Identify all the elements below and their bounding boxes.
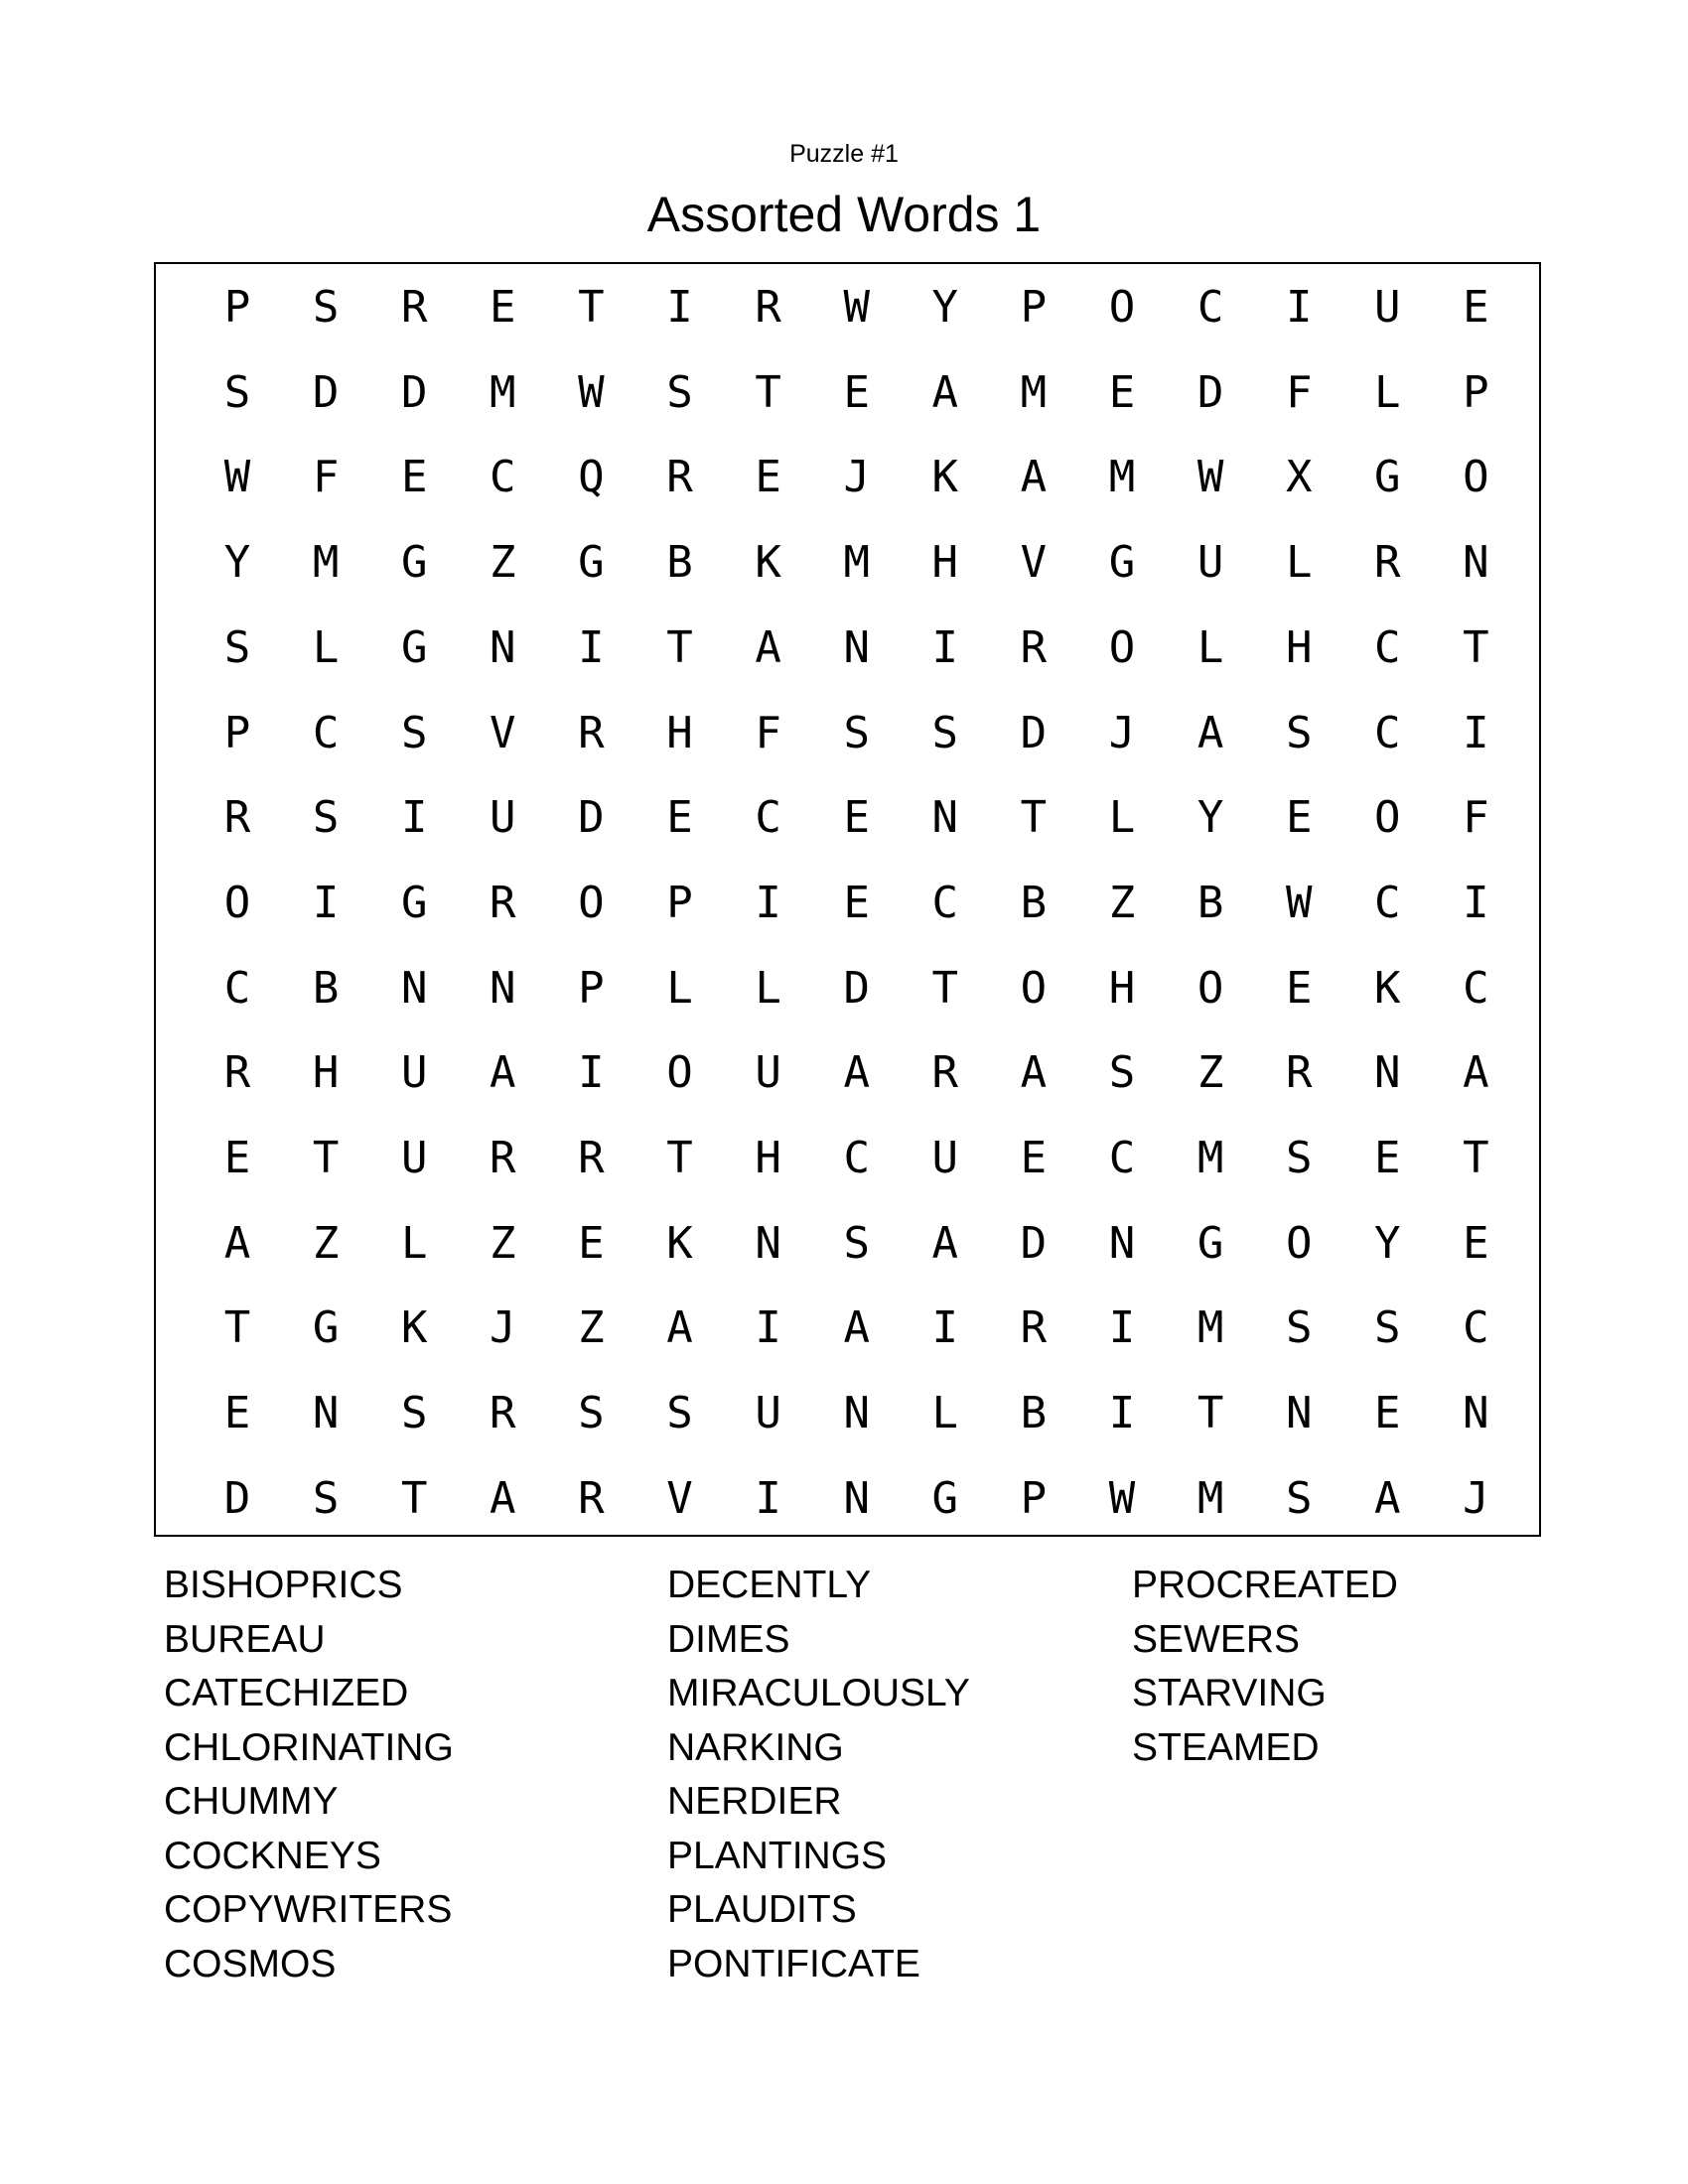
grid-letter: S	[843, 707, 870, 758]
grid-letter: P	[666, 877, 693, 928]
grid-letter: B	[1020, 877, 1048, 928]
grid-letter: D	[843, 962, 870, 1014]
grid-letter: G	[578, 537, 605, 589]
grid-letter: N	[490, 621, 516, 673]
grid-letter: D	[312, 366, 340, 418]
grid-letter: R	[400, 282, 428, 333]
grid-letter: N	[1285, 1388, 1313, 1439]
grid-letter: E	[1463, 282, 1489, 333]
grid-letter: T	[1463, 1133, 1489, 1183]
word-list-item: PLANTINGS	[667, 1834, 888, 1877]
grid-letter: U	[400, 1047, 428, 1099]
grid-letter: E	[223, 1388, 251, 1439]
grid-letter: R	[666, 452, 693, 503]
letter-grid	[154, 262, 1541, 1537]
grid-letter: G	[1108, 537, 1136, 589]
grid-letter: K	[400, 1302, 428, 1354]
grid-letter: W	[1196, 452, 1224, 503]
grid-letter: E	[666, 792, 693, 844]
puzzle-title: Assorted Words 1	[646, 187, 1042, 242]
grid-letter: G	[312, 1302, 340, 1354]
grid-letter: I	[931, 621, 959, 673]
grid-letter: C	[1374, 877, 1401, 928]
word-list-item: PROCREATED	[1132, 1564, 1398, 1606]
grid-letter: S	[1285, 707, 1313, 758]
grid-letter: M	[1020, 366, 1048, 418]
grid-letter: E	[843, 792, 870, 844]
grid-letter: E	[1374, 1133, 1401, 1183]
grid-letter: C	[931, 877, 959, 928]
grid-letter: H	[1108, 962, 1136, 1014]
grid-letter: N	[1463, 1388, 1489, 1439]
grid-letter: R	[578, 1472, 605, 1524]
grid-letter: H	[1285, 621, 1313, 673]
grid-letter: E	[843, 877, 870, 928]
grid-letter: A	[223, 1217, 251, 1269]
grid-letter: D	[223, 1472, 251, 1524]
grid-letter: E	[1463, 1217, 1489, 1269]
grid-letter: F	[1285, 366, 1313, 418]
word-list-item: DIMES	[667, 1617, 790, 1661]
grid-letter: S	[843, 1217, 870, 1269]
grid-letter: E	[1020, 1133, 1048, 1183]
grid-letter: U	[1374, 282, 1401, 333]
grid-letter: O	[1108, 621, 1136, 673]
grid-letter: I	[578, 621, 605, 673]
grid-letter: U	[400, 1133, 428, 1183]
grid-letter: Y	[223, 537, 251, 589]
grid-letter: L	[666, 962, 693, 1014]
grid-letter: W	[578, 366, 605, 418]
grid-letter: I	[755, 1472, 781, 1524]
grid-letter: L	[312, 621, 340, 673]
grid-letter: E	[400, 452, 428, 503]
grid-letter: U	[931, 1133, 959, 1183]
grid-letter: N	[755, 1217, 781, 1269]
grid-letter: E	[1108, 366, 1136, 418]
grid-letter: F	[312, 452, 340, 503]
grid-letter: K	[931, 452, 959, 503]
grid-letter: U	[755, 1388, 781, 1439]
grid-letter: S	[1285, 1302, 1313, 1354]
grid-letter: E	[223, 1133, 251, 1183]
word-list-item: CHUMMY	[164, 1780, 339, 1823]
grid-letter: D	[1020, 1217, 1048, 1269]
grid-letter: A	[1020, 452, 1048, 503]
grid-letter: E	[1285, 792, 1313, 844]
grid-letter: Z	[490, 537, 516, 589]
grid-letter: U	[490, 792, 516, 844]
grid-letter: N	[1108, 1217, 1136, 1269]
grid-letter: B	[1196, 877, 1224, 928]
grid-letter: N	[843, 621, 870, 673]
grid-letter: R	[490, 1133, 516, 1183]
grid-letter: C	[1374, 707, 1401, 758]
grid-letter: E	[843, 366, 870, 418]
grid-letter: T	[666, 1133, 693, 1183]
grid-letter: M	[1196, 1302, 1224, 1354]
grid-letter: Z	[312, 1217, 340, 1269]
grid-letter: W	[1108, 1472, 1136, 1524]
grid-letter: N	[931, 792, 959, 844]
grid-letter: A	[1196, 707, 1224, 758]
grid-letter: T	[578, 282, 605, 333]
grid-letter: K	[1374, 962, 1401, 1014]
grid-letter: J	[1108, 707, 1136, 758]
grid-letter: M	[490, 366, 516, 418]
grid-letter: D	[1020, 707, 1048, 758]
grid-letter: N	[312, 1388, 340, 1439]
grid-letter: G	[400, 537, 428, 589]
grid-letter: W	[223, 452, 251, 503]
grid-letter: E	[755, 452, 781, 503]
grid-letter: A	[755, 621, 781, 673]
grid-letter: A	[1020, 1047, 1048, 1099]
grid-letter: R	[223, 1047, 251, 1099]
grid-letter: S	[931, 707, 959, 758]
grid-letter: F	[1463, 792, 1489, 844]
word-list-item: COPYWRITERS	[164, 1888, 453, 1931]
word-list-item: SEWERS	[1132, 1617, 1301, 1661]
word-list-item: MIRACULOUSLY	[667, 1672, 970, 1714]
word-list-item: BISHOPRICS	[164, 1564, 403, 1606]
grid-letter: A	[931, 366, 959, 418]
grid-letter: G	[1196, 1217, 1224, 1269]
grid-letter: G	[400, 621, 428, 673]
grid-letter: T	[312, 1133, 340, 1183]
grid-letter: J	[843, 452, 870, 503]
grid-letter: I	[400, 792, 428, 844]
grid-letter: R	[490, 1388, 516, 1439]
word-list-item: NARKING	[667, 1725, 844, 1769]
grid-letter: A	[843, 1302, 870, 1354]
grid-letter: V	[666, 1472, 693, 1524]
grid-letter: Y	[1374, 1217, 1401, 1269]
grid-letter: M	[843, 537, 870, 589]
grid-letter: O	[1374, 792, 1401, 844]
word-list-item: COSMOS	[164, 1942, 337, 1985]
word-list-item: DECENTLY	[667, 1564, 872, 1606]
grid-letter: L	[1108, 792, 1136, 844]
grid-letter: R	[1020, 621, 1048, 673]
grid-letter: C	[843, 1133, 870, 1183]
grid-letter: I	[578, 1047, 605, 1099]
grid-letter: S	[1108, 1047, 1136, 1099]
word-list-item: STEAMED	[1132, 1725, 1320, 1769]
grid-letter: V	[490, 707, 516, 758]
word-list-item: COCKNEYS	[164, 1834, 381, 1877]
grid-letter: J	[490, 1302, 516, 1354]
grid-letter: C	[1463, 1302, 1489, 1354]
grid-letter: V	[1020, 537, 1048, 589]
grid-letter: E	[1285, 962, 1313, 1014]
grid-letter: Z	[1108, 877, 1136, 928]
grid-letter: I	[1108, 1388, 1136, 1439]
grid-letter: C	[1108, 1133, 1136, 1183]
grid-letter: N	[400, 962, 428, 1014]
grid-letter: N	[1374, 1047, 1401, 1099]
grid-letter: L	[755, 962, 781, 1014]
grid-letter: C	[312, 707, 340, 758]
grid-letter: E	[578, 1217, 605, 1269]
grid-letter: T	[931, 962, 959, 1014]
grid-letter: O	[578, 877, 605, 928]
grid-letter: E	[490, 282, 516, 333]
grid-letter: T	[1020, 792, 1048, 844]
grid-letter: T	[1463, 621, 1489, 673]
grid-letter: C	[1463, 962, 1489, 1014]
grid-letter: S	[223, 366, 251, 418]
grid-letter: S	[312, 282, 340, 333]
grid-letter: R	[1285, 1047, 1313, 1099]
grid-letter: I	[755, 877, 781, 928]
grid-letter: S	[666, 1388, 693, 1439]
grid-letter: Z	[578, 1302, 605, 1354]
grid-letter: R	[223, 792, 251, 844]
grid-letter: M	[312, 537, 340, 589]
grid-letter: L	[931, 1388, 959, 1439]
grid-letter: D	[400, 366, 428, 418]
grid-letter: P	[578, 962, 605, 1014]
grid-letter: Q	[578, 452, 605, 503]
grid-letter: Z	[490, 1217, 516, 1269]
grid-letter: O	[1108, 282, 1136, 333]
grid-letter: S	[223, 621, 251, 673]
grid-letter: I	[755, 1302, 781, 1354]
grid-letter: I	[1463, 877, 1489, 928]
grid-letter: B	[312, 962, 340, 1014]
grid-letter: X	[1285, 452, 1313, 503]
grid-letter: O	[666, 1047, 693, 1099]
grid-letter: K	[666, 1217, 693, 1269]
grid-letter: W	[843, 282, 870, 333]
grid-letter: P	[1463, 366, 1489, 418]
grid-letter: C	[755, 792, 781, 844]
grid-letter: T	[666, 621, 693, 673]
word-list-item: BUREAU	[164, 1617, 326, 1661]
grid-letter: H	[755, 1133, 781, 1183]
grid-letter: J	[1463, 1472, 1489, 1524]
word-list-column-1	[164, 1559, 454, 1991]
grid-letter: K	[755, 537, 781, 589]
grid-letter: S	[1285, 1133, 1313, 1183]
grid-letter: N	[843, 1472, 870, 1524]
grid-letter: A	[1463, 1047, 1489, 1099]
grid-letter: N	[490, 962, 516, 1014]
grid-letter: R	[578, 1133, 605, 1183]
word-list-item: CHLORINATING	[164, 1725, 454, 1769]
grid-letter: D	[578, 792, 605, 844]
grid-letter: U	[755, 1047, 781, 1099]
grid-letter: M	[1196, 1133, 1224, 1183]
grid-letter: I	[1108, 1302, 1136, 1354]
grid-letter: E	[1374, 1388, 1401, 1439]
grid-letter: G	[931, 1472, 959, 1524]
grid-letter: H	[312, 1047, 340, 1099]
grid-letter: S	[312, 1472, 340, 1524]
grid-letter: S	[1374, 1302, 1401, 1354]
grid-letter: O	[1463, 452, 1489, 503]
grid-letter: L	[1374, 366, 1401, 418]
grid-letter: O	[1196, 962, 1224, 1014]
grid-letter: C	[1196, 282, 1224, 333]
grid-letter: N	[843, 1388, 870, 1439]
grid-letter: B	[666, 537, 693, 589]
grid-letter: C	[223, 962, 251, 1014]
grid-letter: S	[400, 707, 428, 758]
grid-letter: Y	[931, 282, 959, 333]
grid-letter: S	[578, 1388, 605, 1439]
grid-letter: A	[1374, 1472, 1401, 1524]
grid-letter: U	[1196, 537, 1224, 589]
grid-letter: R	[755, 282, 781, 333]
grid-letter: A	[666, 1302, 693, 1354]
grid-letter: S	[312, 792, 340, 844]
grid-letter: D	[1196, 366, 1224, 418]
grid-letter: O	[1020, 962, 1048, 1014]
grid-letter: N	[1463, 537, 1489, 589]
grid-letter: P	[1020, 1472, 1048, 1524]
grid-letter: A	[490, 1472, 516, 1524]
grid-letter: I	[1285, 282, 1313, 333]
grid-letter: W	[1285, 877, 1313, 928]
word-list-column-3	[1132, 1559, 1398, 1775]
grid-letter: L	[400, 1217, 428, 1269]
grid-letter: Y	[1196, 792, 1224, 844]
puzzle-number: Puzzle #1	[789, 140, 899, 168]
grid-letter: P	[223, 282, 251, 333]
grid-letter: I	[931, 1302, 959, 1354]
grid-letter: T	[223, 1302, 251, 1354]
grid-letter: I	[666, 282, 693, 333]
grid-letter: B	[1020, 1388, 1048, 1439]
grid-letter: A	[490, 1047, 516, 1099]
grid-letter: P	[1020, 282, 1048, 333]
grid-letter: S	[666, 366, 693, 418]
grid-letter: H	[931, 537, 959, 589]
grid-letter: A	[843, 1047, 870, 1099]
grid-letter: Z	[1196, 1047, 1224, 1099]
word-list-item: CATECHIZED	[164, 1672, 409, 1714]
grid-letter: T	[755, 366, 781, 418]
word-list-column-2	[667, 1559, 970, 1991]
grid-letter: S	[400, 1388, 428, 1439]
grid-letter: R	[578, 707, 605, 758]
grid-letter: S	[1285, 1472, 1313, 1524]
word-list-item: PONTIFICATE	[667, 1942, 920, 1985]
grid-letter: M	[1108, 452, 1136, 503]
grid-letter: F	[755, 707, 781, 758]
grid-letter: R	[1020, 1302, 1048, 1354]
word-list-item: STARVING	[1132, 1672, 1327, 1714]
grid-letter: O	[223, 877, 251, 928]
grid-letter: H	[666, 707, 693, 758]
grid-letter: C	[1374, 621, 1401, 673]
grid-letter: M	[1196, 1472, 1224, 1524]
grid-letter: T	[400, 1472, 428, 1524]
grid-letter: O	[1285, 1217, 1313, 1269]
grid-letter: R	[490, 877, 516, 928]
grid-letter: T	[1196, 1388, 1224, 1439]
grid-letter: R	[1374, 537, 1401, 589]
grid-letter: A	[931, 1217, 959, 1269]
word-list-item: NERDIER	[667, 1780, 842, 1823]
grid-letter: L	[1285, 537, 1313, 589]
grid-letter: I	[312, 877, 340, 928]
word-list-item: PLAUDITS	[667, 1888, 857, 1931]
grid-letter: C	[490, 452, 516, 503]
grid-letter: G	[400, 877, 428, 928]
grid-letter: G	[1374, 452, 1401, 503]
grid-letter: I	[1463, 707, 1489, 758]
grid-letter: L	[1196, 621, 1224, 673]
grid-letter: R	[931, 1047, 959, 1099]
grid-letter: P	[223, 707, 251, 758]
